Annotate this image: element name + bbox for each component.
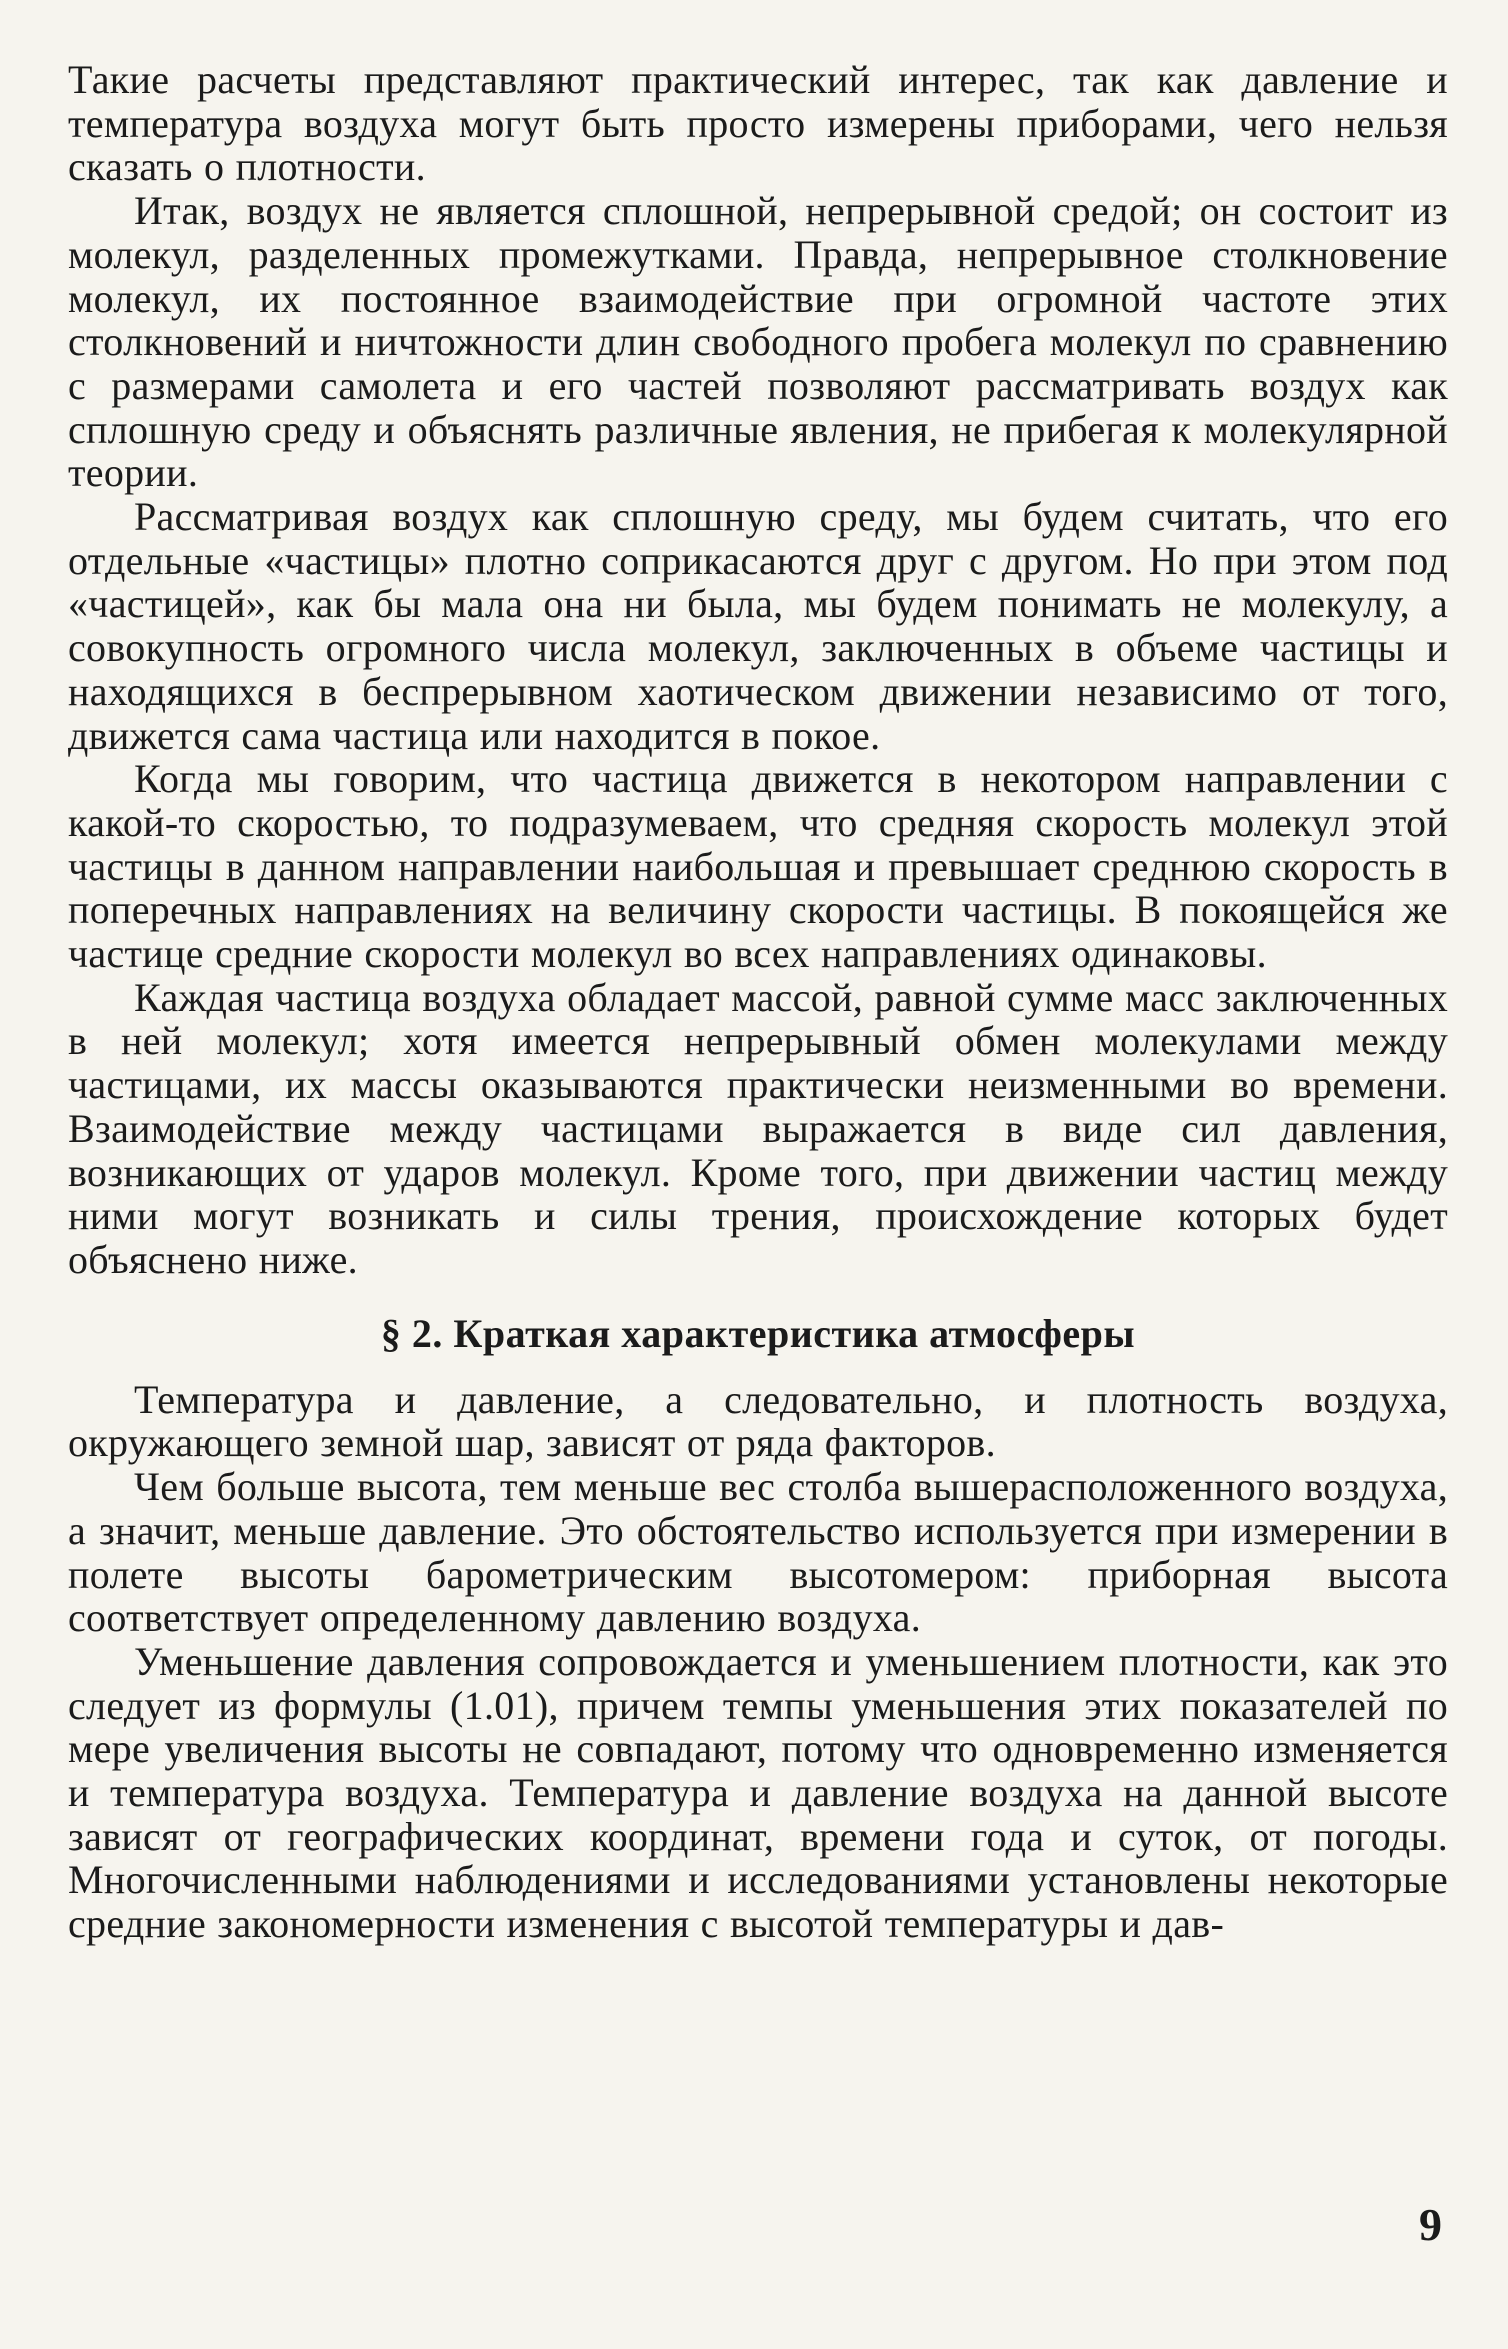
paragraph-altitude-pressure: Чем больше высота, тем меньше вес столба вышерасположенного воздуха, а значит, меньше давление. Это обстоятельство используется при измерении в полете высоты барометрическим высотомером: приборная высота соответствует определенному давлению воздуха. (68, 1464, 1448, 1641)
paragraph-particle-velocity: Когда мы говорим, что частица движется в некотором направлении с какой-то скоростью, то подразумеваем, что средняя скорость молекул этой частицы в данном направлении наибольшая и превышает среднюю скорость в поперечных направлениях на величину скорости частицы. В покоящейся же частице средние скорости молекул во всех направлениях одинаковы. (68, 756, 1448, 977)
paragraph-air-particles: Рассматривая воздух как сплошную среду, мы будем считать, что его отдельные «частицы» плотно соприкасаются друг с другом. Но при этом под «частицей», как бы мала она ни была, мы будем понимать не молекулу, а совокупность огромного числа молекул, заключенных в объеме частицы и находящихся в беспрерывном хаотическом движении независимо от того, движется сама частица или находится в покое. (68, 494, 1448, 758)
page-number: 9 (1419, 2199, 1442, 2250)
section-heading: § 2. Краткая характеристика атмосферы (380, 1310, 1136, 1356)
paragraph-particle-mass: Каждая частица воздуха обладает массой, равной сумме масс заключенных в ней молекул; хотя имеется непрерывный обмен молекулами между частицами, их массы оказываются практически неизменными во времени. Взаимодействие между частицами выражается в виде сил давления, возникающих от ударов молекул. Кроме того, при движении частиц между ними могут возникать и силы трения, происхождение которых будет объяснено ниже. (68, 974, 1448, 1282)
paragraph-pressure-temperature-measurement: Такие расчеты представляют практический интерес, так как давление и температура воздуха могут быть просто измерены приборами, чего нельзя сказать о плотности. (68, 57, 1448, 190)
book-page (68, 58, 1448, 1946)
paragraph-air-not-continuous: Итак, воздух не является сплошной, непрерывной средой; он состоит из молекул, разделенных промежутками. Правда, непрерывное столкновение молекул, их постоянное взаимодействие при огромной частоте этих столкновений и ничтожности длин свободного пробега молекул по сравнению с размерами самолета и его частей позволяют рассматривать воздух как сплошную среду и объяснять различные явления, не прибегая к молекулярной теории. (68, 188, 1448, 496)
paragraph-atmosphere-factors: Температура и давление, а следовательно, и плотность воздуха, окружающего земной шар, зависят от ряда факторов. (68, 1376, 1448, 1466)
paragraph-density-decrease: Уменьшение давления сопровождается и уменьшением плотности, как это следует из формулы (1.01), причем темпы уменьшения этих показателей по мере увеличения высоты не совпадают, потому что одновременно изменяется и температура воздуха. Температура и давление воздуха на данной высоте зависят от географических координат, времени года и суток, от погоды. Многочисленными наблюдениями и исследованиями установлены некоторые средние закономерности изменения с высотой температуры и дав- (68, 1638, 1448, 1947)
